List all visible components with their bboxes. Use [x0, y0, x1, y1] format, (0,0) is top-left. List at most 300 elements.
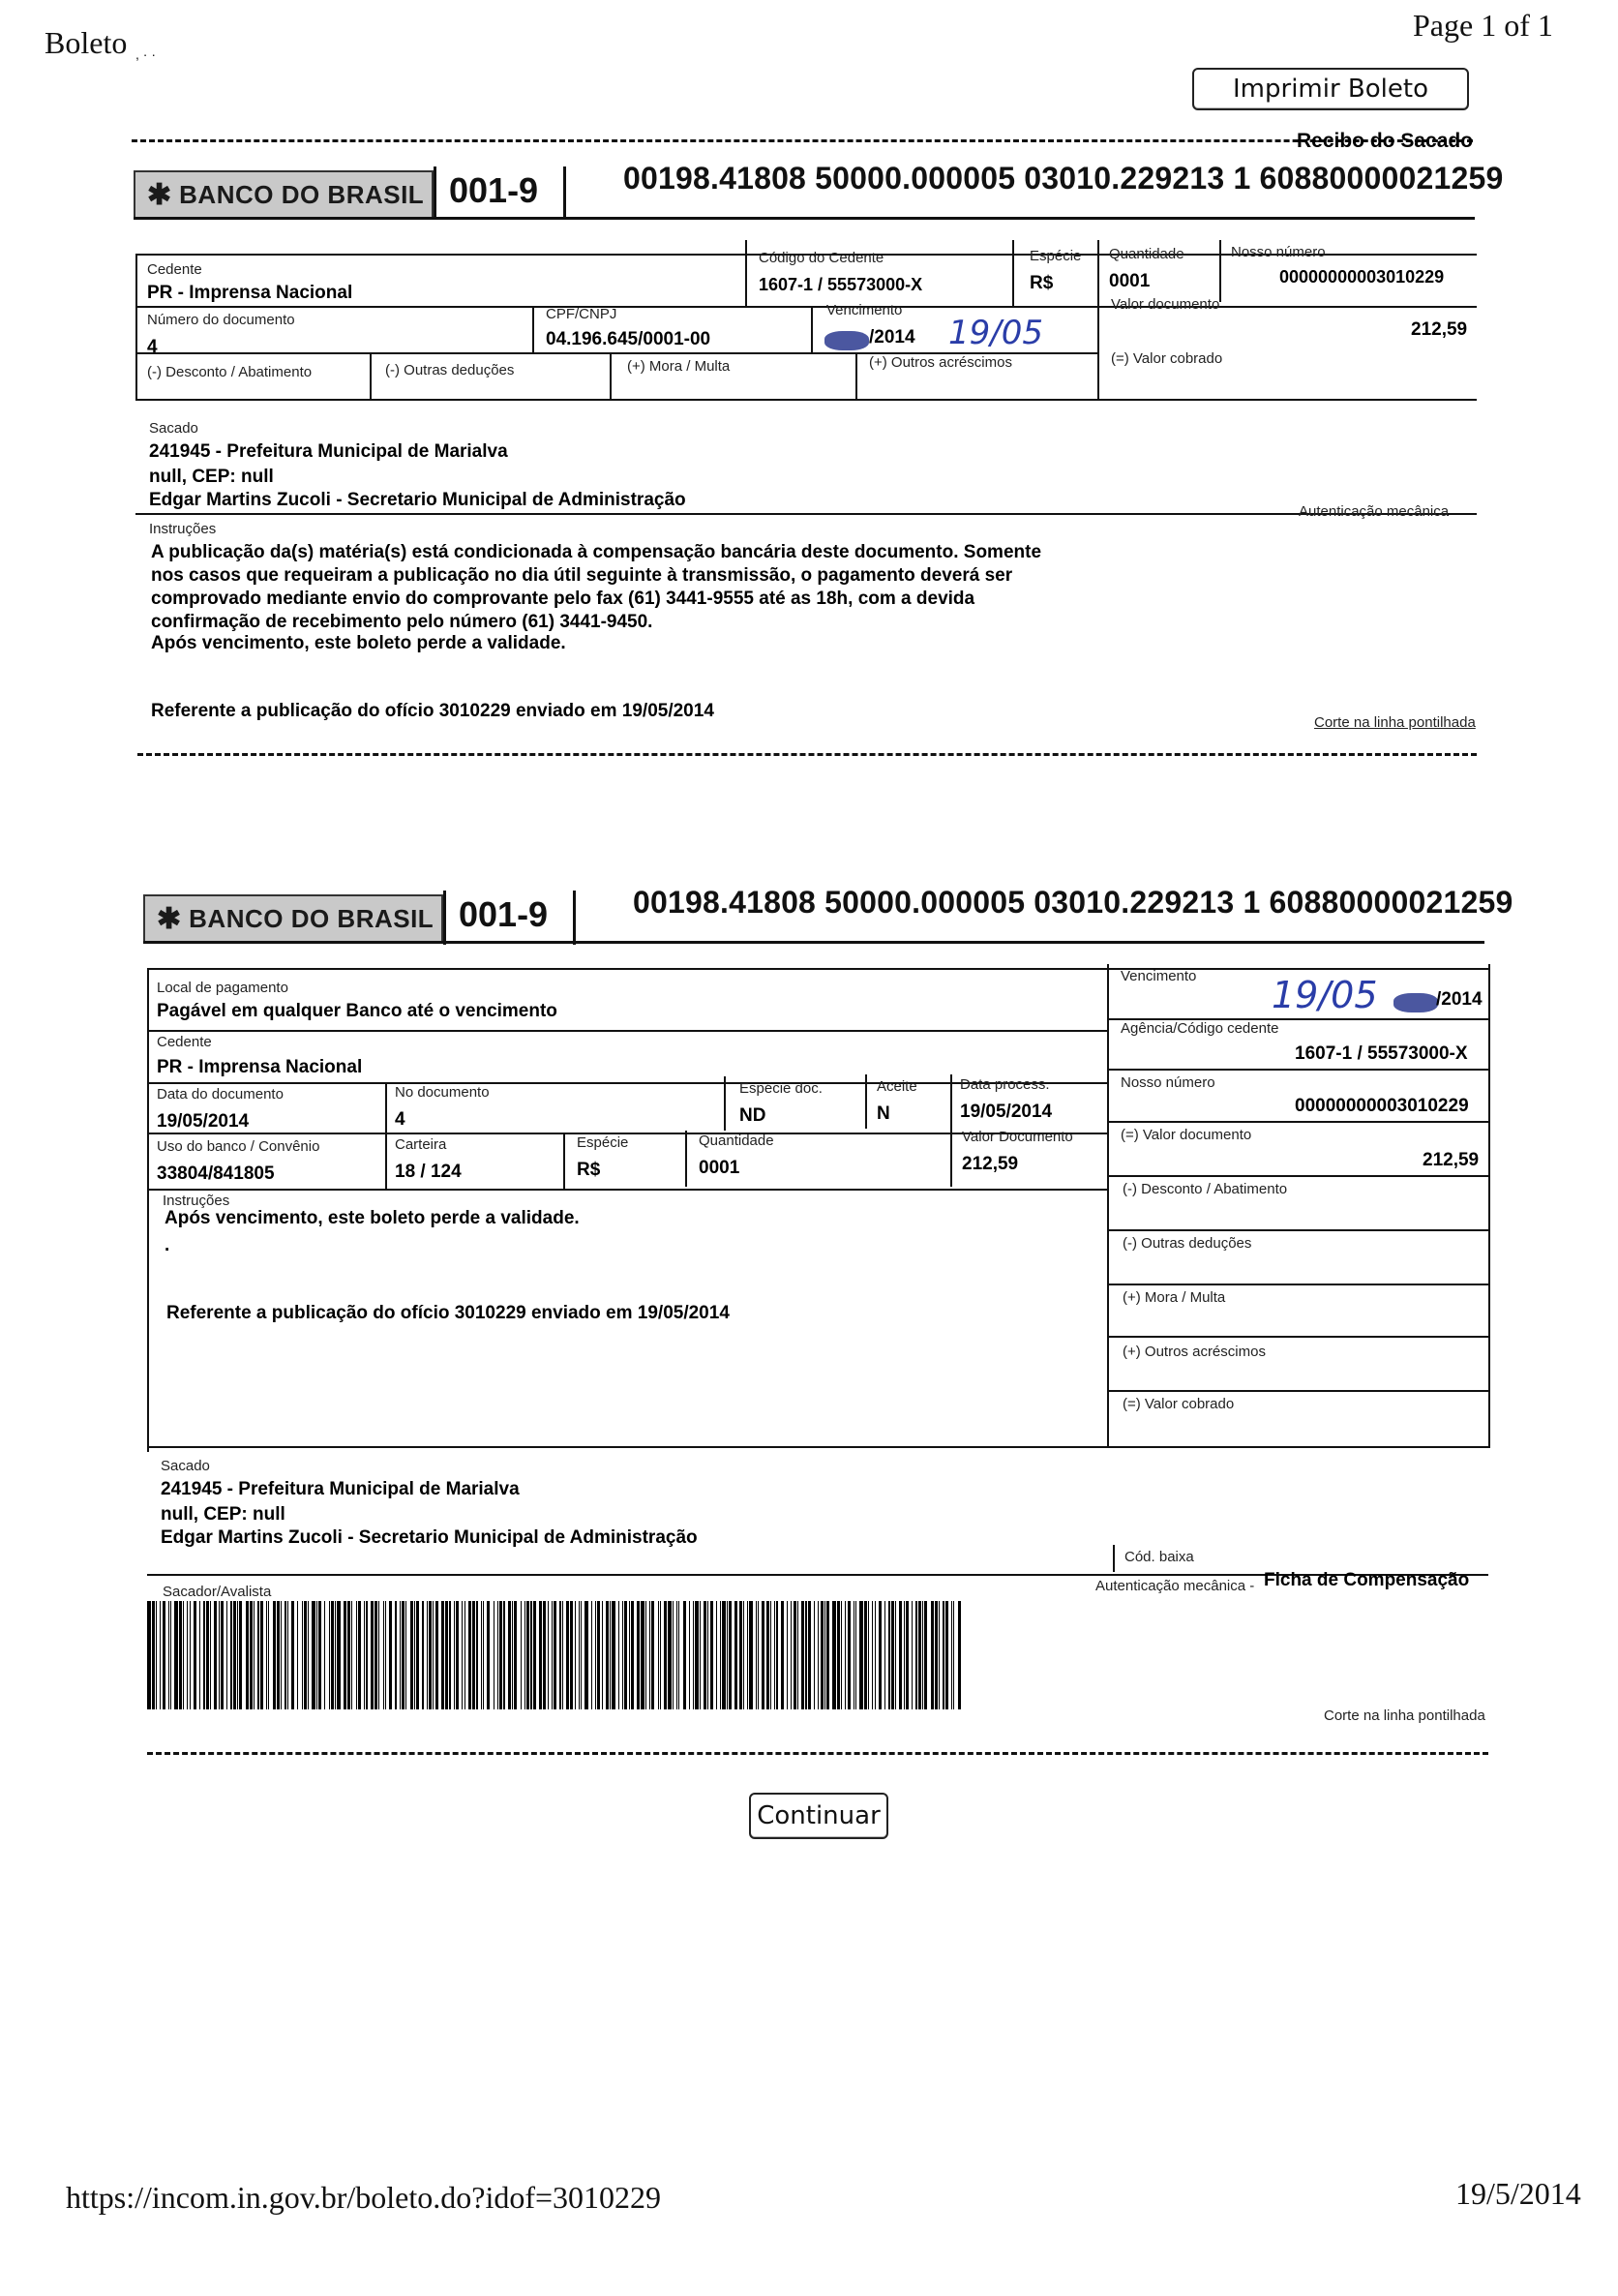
- barcode-bar: [931, 1601, 934, 1709]
- barcode-bar: [233, 1601, 236, 1709]
- autenticacao-label: Autenticação mecânica -: [1095, 1578, 1255, 1594]
- barcode-bar: [818, 1601, 819, 1709]
- barcode-bar: [445, 1601, 448, 1709]
- sacado-line-3: Edgar Martins Zucoli - Secretario Municipal de Administração: [161, 1527, 698, 1548]
- instrucoes-line-2: nos casos que requeiram a publicação no dia útil seguinte à transmissão, o pagamento deverá ser: [151, 565, 1013, 586]
- barcode-bar: [429, 1601, 432, 1709]
- especie-doc-label: Espécie doc.: [739, 1080, 823, 1097]
- grid-line: [147, 1189, 1107, 1191]
- print-button[interactable]: Imprimir Boleto: [1192, 68, 1469, 110]
- barcode-bar: [416, 1601, 419, 1709]
- barcode-bar: [766, 1601, 769, 1709]
- barcode-bar: [383, 1601, 384, 1709]
- barcode-bar: [324, 1601, 325, 1709]
- barcode-bar: [246, 1601, 249, 1709]
- codigo-cedente-value: 1607-1 / 55573000-X: [759, 275, 923, 294]
- instrucoes-label: Instruções: [149, 521, 217, 537]
- barcode-bar: [395, 1601, 397, 1709]
- barcode-bar: [497, 1601, 498, 1709]
- barcode-bar: [781, 1601, 784, 1709]
- barcode-bar: [183, 1601, 184, 1709]
- divider: [443, 891, 446, 945]
- barcode-bar: [400, 1601, 401, 1709]
- barcode-bar: [351, 1601, 352, 1709]
- cedente-label: Cedente: [157, 1034, 212, 1050]
- barcode-bar: [720, 1601, 721, 1709]
- barcode-bar: [277, 1601, 280, 1709]
- barcode-bar: [695, 1601, 699, 1709]
- barcode-bar: [449, 1601, 451, 1709]
- banco-do-brasil-logo-icon: ✱: [157, 902, 182, 935]
- barcode-bar: [427, 1601, 428, 1709]
- bank-code: 001-9: [459, 894, 549, 934]
- barcode-bar: [624, 1601, 627, 1709]
- barcode-bar: [533, 1601, 536, 1709]
- uso-banco-value: 33804/841805: [157, 1163, 275, 1184]
- aceite-value: N: [877, 1103, 890, 1124]
- grid-line: [745, 240, 747, 306]
- sacador-label: Sacador/Avalista: [163, 1584, 272, 1600]
- data-documento-value: 19/05/2014: [157, 1111, 250, 1132]
- barcode-bar: [716, 1601, 717, 1709]
- barcode-bar: [602, 1601, 603, 1709]
- barcode-bar: [335, 1601, 336, 1709]
- barcode-bar: [595, 1601, 596, 1709]
- divider: [573, 891, 576, 945]
- grid-line: [1107, 1175, 1488, 1177]
- nosso-numero-value: 00000000003010229: [1295, 1096, 1469, 1116]
- barcode-bar: [250, 1601, 253, 1709]
- scan-specks: , · ·: [135, 46, 156, 62]
- numero-documento-label: Número do documento: [147, 312, 295, 328]
- barcode-bar: [435, 1601, 438, 1709]
- carteira-value: 18 / 124: [395, 1162, 462, 1182]
- barcode-bar: [190, 1601, 191, 1709]
- barcode-bar: [304, 1601, 307, 1709]
- barcode-bar: [260, 1601, 263, 1709]
- grid-line: [950, 1074, 952, 1187]
- barcode-bar: [266, 1601, 267, 1709]
- barcode: [147, 1601, 966, 1709]
- barcode-bar: [297, 1601, 298, 1709]
- barcode-bar: [832, 1601, 836, 1709]
- grid-line: [685, 1131, 687, 1187]
- barcode-bar: [693, 1601, 694, 1709]
- barcode-bar: [371, 1601, 374, 1709]
- divider: [563, 166, 566, 219]
- digitable-line: 00198.41808 50000.000005 03010.229213 1 60880000021259: [623, 161, 1504, 196]
- barcode-bar: [641, 1601, 644, 1709]
- grid-line: [147, 1030, 1107, 1032]
- barcode-bar: [566, 1601, 569, 1709]
- barcode-bar: [210, 1601, 211, 1709]
- barcode-bar: [521, 1601, 522, 1709]
- barcode-bar: [756, 1601, 757, 1709]
- barcode-bar: [814, 1601, 815, 1709]
- barcode-bar: [347, 1601, 350, 1709]
- barcode-bar: [791, 1601, 792, 1709]
- barcode-bar: [508, 1601, 511, 1709]
- barcode-bar: [739, 1601, 742, 1709]
- barcode-bar: [924, 1601, 927, 1709]
- grid-line: [147, 968, 1488, 970]
- continue-button[interactable]: Continuar: [749, 1793, 888, 1839]
- barcode-bar: [410, 1601, 413, 1709]
- nosso-numero-label: Nosso número: [1121, 1074, 1215, 1091]
- barcode-bar: [758, 1601, 759, 1709]
- barcode-bar: [562, 1601, 563, 1709]
- uso-banco-label: Uso do banco / Convênio: [157, 1138, 320, 1155]
- barcode-bar: [514, 1601, 517, 1709]
- grid-line: [147, 968, 149, 1452]
- grid-line: [135, 306, 1477, 308]
- barcode-bar: [548, 1601, 549, 1709]
- barcode-bar: [704, 1601, 706, 1709]
- barcode-bar: [722, 1601, 726, 1709]
- barcode-bar: [683, 1601, 686, 1709]
- barcode-bar: [385, 1601, 386, 1709]
- barcode-bar: [221, 1601, 224, 1709]
- data-documento-label: Data do documento: [157, 1086, 284, 1103]
- barcode-bar: [268, 1601, 269, 1709]
- barcode-bar: [826, 1601, 829, 1709]
- grid-line: [1107, 964, 1109, 1448]
- barcode-bar: [794, 1601, 796, 1709]
- instrucoes-line-4: confirmação de recebimento pelo número (61) 3441-9450.: [151, 612, 653, 632]
- barcode-bar: [503, 1601, 505, 1709]
- cpf-cnpj-value: 04.196.645/0001-00: [546, 329, 711, 349]
- barcode-bar: [476, 1601, 478, 1709]
- barcode-bar: [389, 1601, 392, 1709]
- instrucoes-line-5: Após vencimento, este boleto perde a validade.: [151, 633, 566, 653]
- mora-label: (+) Mora / Multa: [627, 358, 731, 375]
- barcode-bar: [312, 1601, 315, 1709]
- barcode-bar: [468, 1601, 471, 1709]
- barcode-bar: [287, 1601, 288, 1709]
- barcode-bar: [664, 1601, 667, 1709]
- barcode-bar: [575, 1601, 576, 1709]
- barcode-bar: [239, 1601, 242, 1709]
- barcode-bar: [530, 1601, 532, 1709]
- barcode-bar: [805, 1601, 807, 1709]
- barcode-bar: [915, 1601, 917, 1709]
- barcode-bar: [872, 1601, 873, 1709]
- barcode-bar: [875, 1601, 876, 1709]
- instrucoes-line-3: comprovado mediante envio do comprovante pelo fax (61) 3441-9555 até as 18h, com a devida: [151, 589, 975, 609]
- barcode-bar: [203, 1601, 205, 1709]
- ficha-title: Ficha de Compensação: [1264, 1570, 1470, 1590]
- barcode-bar: [935, 1601, 938, 1709]
- sacado-line-3: Edgar Martins Zucoli - Secretario Municipal de Administração: [149, 490, 686, 510]
- barcode-bar: [841, 1601, 842, 1709]
- barcode-bar: [618, 1601, 619, 1709]
- valor-documento-value: 212,59: [1423, 1150, 1480, 1170]
- barcode-bar: [344, 1601, 346, 1709]
- referente-text: Referente a publicação do ofício 3010229 enviado em 19/05/2014: [151, 701, 714, 721]
- no-documento-label: No documento: [395, 1084, 490, 1101]
- sacado-label: Sacado: [149, 420, 198, 437]
- barcode-bar: [543, 1601, 546, 1709]
- barcode-bar: [797, 1601, 798, 1709]
- barcode-bar: [464, 1601, 465, 1709]
- corte-label: Corte na linha pontilhada: [1324, 1707, 1485, 1724]
- barcode-bar: [579, 1601, 580, 1709]
- valor-documento-value: 212,59: [1411, 319, 1468, 340]
- barcode-bar: [668, 1601, 672, 1709]
- instrucoes-line-1: A publicação da(s) matéria(s) está condicionada à compensação bancária deste documento. Somente: [151, 542, 1042, 562]
- barcode-bar: [899, 1601, 902, 1709]
- barcode-bar: [499, 1601, 502, 1709]
- barcode-bar: [441, 1601, 444, 1709]
- sacado-line-1: 241945 - Prefeitura Municipal de Marialva: [149, 441, 508, 462]
- desconto-label: (-) Desconto / Abatimento: [1123, 1181, 1288, 1197]
- barcode-bar: [570, 1601, 573, 1709]
- cedente-value: PR - Imprensa Nacional: [147, 283, 353, 303]
- barcode-bar: [884, 1601, 885, 1709]
- agencia-label: Agência/Código cedente: [1121, 1020, 1279, 1037]
- barcode-bar: [770, 1601, 771, 1709]
- especie-doc-value: ND: [739, 1105, 766, 1126]
- barcode-bar: [906, 1601, 909, 1709]
- grid-line: [532, 306, 534, 352]
- grid-line: [1107, 1336, 1488, 1338]
- barcode-bar: [487, 1601, 490, 1709]
- grid-line: [1107, 1229, 1488, 1231]
- sacado-line-2: null, CEP: null: [161, 1504, 285, 1525]
- barcode-bar: [939, 1601, 940, 1709]
- print-date: 19/5/2014: [1455, 2176, 1581, 2211]
- barcode-bar: [168, 1601, 169, 1709]
- instrucoes-label: Instruções: [163, 1193, 230, 1209]
- barcode-bar: [837, 1601, 840, 1709]
- barcode-bar: [658, 1601, 659, 1709]
- barcode-bar: [226, 1601, 227, 1709]
- vencimento-label: Vencimento: [826, 302, 903, 318]
- barcode-bar: [729, 1601, 732, 1709]
- barcode-bar: [584, 1601, 588, 1709]
- grid-line: [135, 254, 137, 399]
- sacado-label: Sacado: [161, 1458, 210, 1474]
- barcode-bar: [257, 1601, 259, 1709]
- barcode-bar: [912, 1601, 913, 1709]
- grid-line: [1107, 1390, 1488, 1392]
- barcode-bar: [147, 1601, 151, 1709]
- ink-blot: [824, 331, 869, 350]
- barcode-bar: [456, 1601, 459, 1709]
- barcode-bar: [512, 1601, 513, 1709]
- sacado-line-2: null, CEP: null: [149, 467, 274, 487]
- barcode-bar: [787, 1601, 788, 1709]
- autenticacao-label: Autenticação mecânica: [1299, 503, 1450, 520]
- barcode-bar: [710, 1601, 713, 1709]
- barcode-bar: [454, 1601, 455, 1709]
- barcode-bar: [864, 1601, 867, 1709]
- barcode-bar: [888, 1601, 890, 1709]
- grid-line: [1219, 240, 1221, 302]
- barcode-bar: [152, 1601, 155, 1709]
- grid-line: [563, 1133, 565, 1189]
- cpf-cnpj-label: CPF/CNPJ: [546, 306, 617, 322]
- barcode-bar: [707, 1601, 708, 1709]
- barcode-bar: [591, 1601, 592, 1709]
- barcode-bar: [678, 1601, 679, 1709]
- especie-label: Espécie: [1030, 248, 1082, 264]
- barcode-bar: [402, 1601, 404, 1709]
- barcode-bar: [179, 1601, 182, 1709]
- barcode-bar: [868, 1601, 869, 1709]
- desconto-label: (-) Desconto / Abatimento: [147, 364, 313, 380]
- banco-do-brasil-logo-icon: ✱: [147, 178, 172, 211]
- barcode-bar: [945, 1601, 948, 1709]
- vencimento-label: Vencimento: [1121, 968, 1197, 984]
- header-rule: [143, 941, 1484, 944]
- barcode-bar: [291, 1601, 294, 1709]
- barcode-bar: [660, 1601, 661, 1709]
- grid-line: [865, 1074, 867, 1129]
- vencimento-value: /2014: [1436, 989, 1483, 1010]
- barcode-bar: [174, 1601, 178, 1709]
- barcode-bar: [539, 1601, 542, 1709]
- valor-documento-label: Valor documento: [1111, 296, 1220, 313]
- referente-text: Referente a publicação do ofício 3010229 enviado em 19/05/2014: [166, 1303, 730, 1323]
- barcode-bar: [743, 1601, 744, 1709]
- agencia-value: 1607-1 / 55573000-X: [1295, 1043, 1468, 1064]
- quantidade-label: Quantidade: [699, 1133, 774, 1149]
- grid-line: [724, 1076, 726, 1131]
- grid-line: [855, 352, 857, 401]
- barcode-bar: [230, 1601, 232, 1709]
- grid-line: [385, 1082, 387, 1189]
- barcode-bar: [331, 1601, 334, 1709]
- header-rule: [134, 217, 1475, 220]
- barcode-bar: [163, 1601, 165, 1709]
- barcode-bar: [366, 1601, 368, 1709]
- valor-documento-small-label: Valor Documento: [962, 1129, 1073, 1145]
- cod-baixa-label: Cód. baixa: [1124, 1549, 1194, 1565]
- barcode-bar: [160, 1601, 161, 1709]
- vencimento-handwritten: 19/05: [1272, 974, 1378, 1016]
- barcode-bar: [524, 1601, 525, 1709]
- corte-label: Corte na linha pontilhada: [1314, 714, 1476, 731]
- bank-logo: [134, 170, 434, 219]
- barcode-bar: [273, 1601, 276, 1709]
- grid-line: [1107, 1284, 1488, 1285]
- barcode-bar: [689, 1601, 690, 1709]
- barcode-bar: [904, 1601, 905, 1709]
- barcode-bar: [483, 1601, 484, 1709]
- especie-label: Espécie: [577, 1134, 629, 1151]
- barcode-bar: [673, 1601, 674, 1709]
- cut-line-top: [132, 139, 1473, 142]
- outros-acrescimos-label: (+) Outros acréscimos: [869, 354, 1012, 371]
- quantidade-value: 0001: [699, 1158, 740, 1178]
- recibo-section-title: Recibo do Sacado: [1297, 130, 1474, 152]
- barcode-bar: [845, 1601, 846, 1709]
- barcode-bar: [622, 1601, 623, 1709]
- barcode-bar: [237, 1601, 238, 1709]
- barcode-bar: [747, 1601, 748, 1709]
- barcode-bar: [895, 1601, 896, 1709]
- codigo-cedente-label: Código do Cedente: [759, 250, 884, 266]
- barcode-bar: [749, 1601, 753, 1709]
- cut-line-middle: [137, 753, 1477, 756]
- barcode-bar: [254, 1601, 255, 1709]
- vencimento-handwritten: 19/05: [948, 314, 1043, 352]
- barcode-bar: [481, 1601, 482, 1709]
- barcode-bar: [214, 1601, 217, 1709]
- barcode-bar: [552, 1601, 553, 1709]
- grid-line: [1107, 1121, 1488, 1123]
- page-number: Page 1 of 1: [1413, 8, 1553, 43]
- grid-line: [370, 352, 372, 399]
- barcode-bar: [302, 1601, 303, 1709]
- mora-label: (+) Mora / Multa: [1123, 1289, 1226, 1306]
- data-process-value: 19/05/2014: [960, 1102, 1053, 1122]
- instrucoes-dot: .: [165, 1235, 170, 1255]
- grid-line: [147, 1446, 1488, 1448]
- outras-deducoes-label: (-) Outras deduções: [1123, 1235, 1252, 1252]
- barcode-bar: [958, 1601, 961, 1709]
- barcode-bar: [433, 1601, 434, 1709]
- barcode-bar: [762, 1601, 764, 1709]
- barcode-bar: [462, 1601, 463, 1709]
- local-pagamento-value: Pagável em qualquer Banco até o vencimento: [157, 1001, 557, 1021]
- sacado-line-1: 241945 - Prefeitura Municipal de Marialva: [161, 1479, 520, 1499]
- barcode-bar: [219, 1601, 220, 1709]
- barcode-bar: [414, 1601, 415, 1709]
- barcode-bar: [559, 1601, 561, 1709]
- cedente-value: PR - Imprensa Nacional: [157, 1057, 363, 1077]
- page-url: https://incom.in.gov.br/boleto.do?idof=3010229: [66, 2180, 662, 2215]
- especie-value: R$: [577, 1160, 601, 1180]
- barcode-bar: [554, 1601, 556, 1709]
- barcode-bar: [879, 1601, 882, 1709]
- barcode-bar: [308, 1601, 309, 1709]
- grid-line: [1107, 1069, 1488, 1071]
- barcode-bar: [472, 1601, 475, 1709]
- barcode-bar: [855, 1601, 856, 1709]
- grid-line: [1012, 240, 1014, 306]
- divider: [434, 166, 436, 219]
- grid-line: [610, 352, 612, 399]
- barcode-bar: [597, 1601, 600, 1709]
- grid-line: [1097, 240, 1099, 401]
- aceite-label: Aceite: [877, 1078, 917, 1095]
- barcode-bar: [281, 1601, 282, 1709]
- outros-acrescimos-label: (+) Outros acréscimos: [1123, 1344, 1266, 1360]
- barcode-bar: [629, 1601, 630, 1709]
- vencimento-value: /2014: [869, 327, 915, 347]
- barcode-bar: [610, 1601, 611, 1709]
- barcode-bar: [918, 1601, 921, 1709]
- barcode-bar: [156, 1601, 157, 1709]
- barcode-bar: [727, 1601, 728, 1709]
- barcode-bar: [405, 1601, 406, 1709]
- barcode-bar: [774, 1601, 775, 1709]
- barcode-bar: [364, 1601, 365, 1709]
- barcode-bar: [329, 1601, 330, 1709]
- local-pagamento-label: Local de pagamento: [157, 980, 288, 996]
- barcode-bar: [649, 1601, 650, 1709]
- data-process-label: Data process.: [960, 1076, 1050, 1093]
- instrucoes-line-1: Após vencimento, este boleto perde a validade.: [165, 1208, 580, 1228]
- barcode-bar: [943, 1601, 944, 1709]
- barcode-bar: [631, 1601, 634, 1709]
- barcode-bar: [316, 1601, 317, 1709]
- barcode-bar: [606, 1601, 609, 1709]
- barcode-bar: [358, 1601, 361, 1709]
- barcode-bar: [170, 1601, 171, 1709]
